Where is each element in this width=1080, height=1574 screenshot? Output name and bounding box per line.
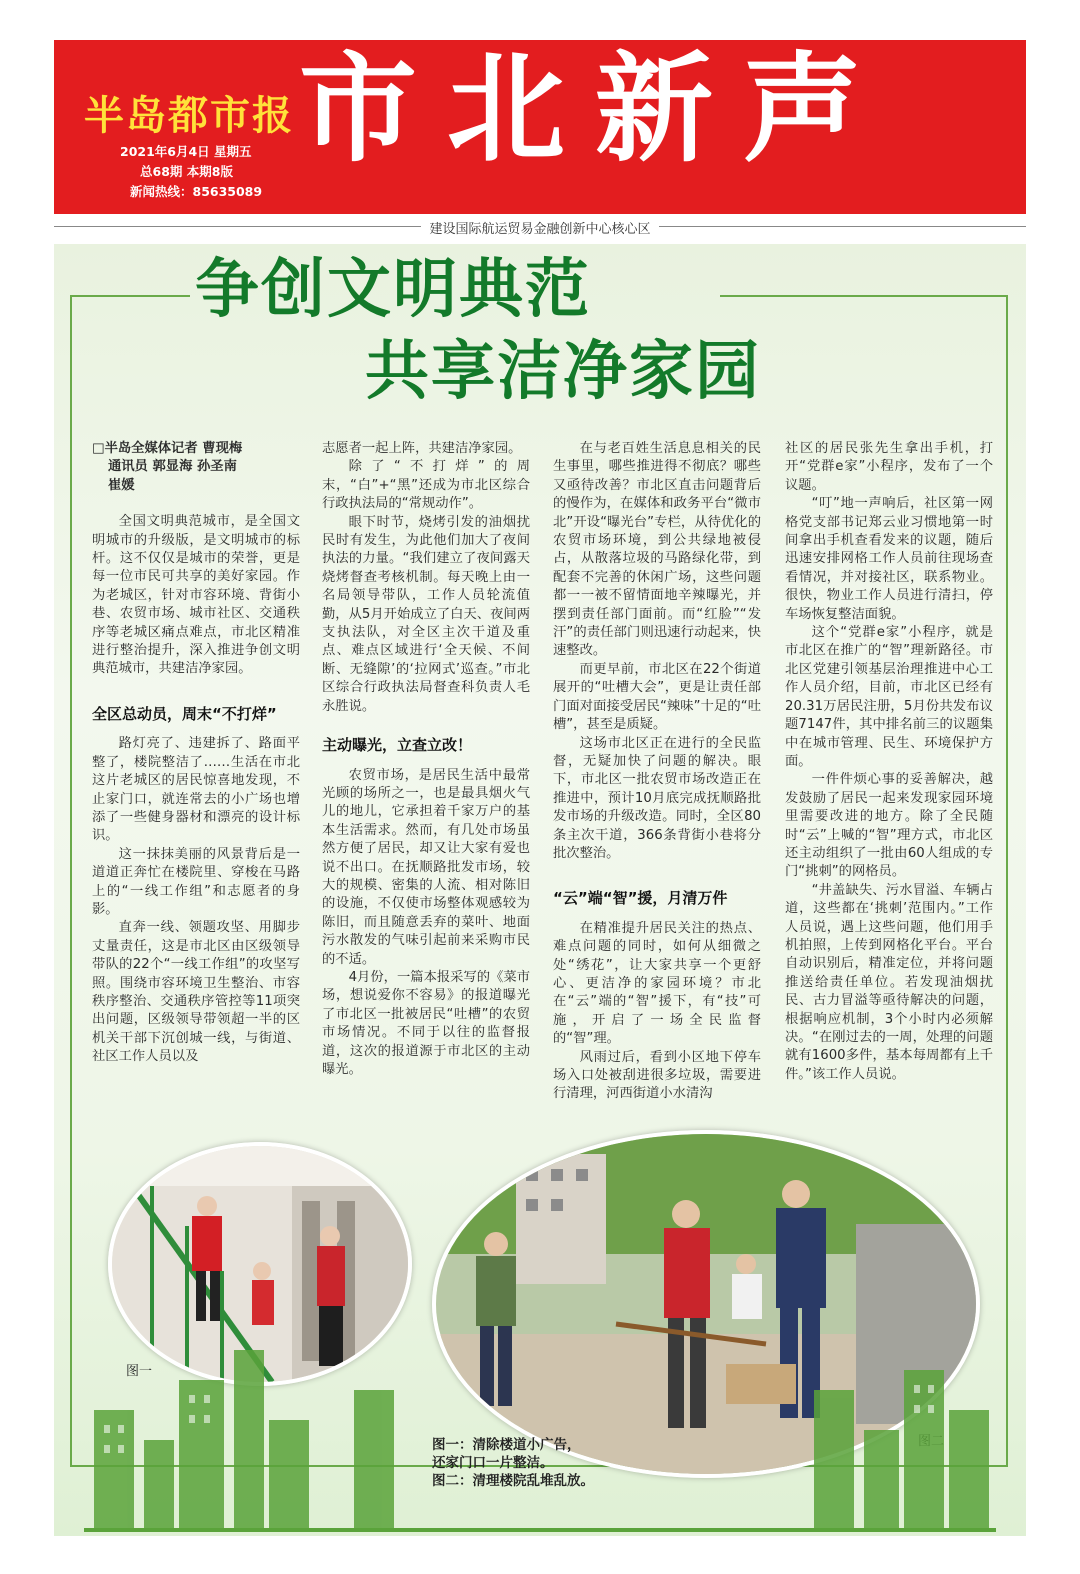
caption-line-2: 还家门口一片整洁。 — [432, 1455, 554, 1471]
paragraph-continued: 志愿者一起上阵，共建洁净家园。 — [322, 441, 522, 456]
paragraph: 直奔一线、领题攻坚、用脚步丈量责任，这是市北区由区级领导带队的22个“一线工作组”的攻坚写照。围绕市容环境卫生整治、市容秩序整治、交通秩序管控等11项突出问题，区级领导带领超一半的区机关干部下沉创城一线，与街道、社区工作人员以及 — [92, 920, 300, 1065]
city-skyline-graphic — [54, 1330, 1026, 1536]
paragraph: 一件件烦心事的妥善解决，越发鼓励了居民一起来发现家园环境里需要改进的地方。除了全民随时“云”上喊的“智”理方式，市北区还主动组织了一批由60人组成的专门“挑刺”的网格员。 — [785, 772, 993, 880]
caption-line-1: 图一：清除楼道小广告， — [432, 1437, 581, 1453]
hotline: 新闻热线：85635089 — [130, 184, 263, 199]
paragraph: 4月份，一篇本报采写的《菜市场，想说爱你不容易》的报道曝光了市北区一批被居民“吐槽”的农贸市场情况。不同于以往的监督报道，这次的报道源于市北区的主动曝光。 — [322, 969, 530, 1077]
article-column-2 — [322, 440, 530, 1079]
frame-top-left — [70, 295, 190, 297]
paragraph: 这场市北区正在进行的全民监督，无疑加快了问题的解决。眼下，市北区一批农贸市场改造正在推进中，预计10月底完成抚顺路批发市场的升级改造。同时，全区80条主次干道，366条背街小巷将分批次整治。 — [553, 735, 761, 861]
slogan-bar — [54, 218, 1026, 236]
paragraph: 这个“党群e家”小程序，就是市北区在推广的“智”理新路径。市北区党建引领基层治理推进中心工作人员介绍，目前，市北区已经有20.31万居民注册，5月份共发布议题7147件，其中排名前三的议题集中在城市管理、民生、环境保护方面。 — [785, 625, 993, 769]
byline-reporter: □半岛全媒体记者 曹现梅 — [92, 441, 243, 456]
paper-name-logo: 半岛都市报 — [84, 92, 294, 139]
paragraph: 除了“不打烊”的周末，“白”+“黑”还成为市北区综合行政执法局的“常规动作”。 — [322, 459, 530, 512]
paragraph: 路灯亮了、违建拆了、路面平整了，楼院整洁了……生活在市北这片老城区的居民惊喜地发现，不止家门口，就连常去的小广场也增添了一些健身器材和漂亮的设计标识。 — [92, 736, 300, 844]
subheading-2: 主动曝光，立查立改！ — [322, 736, 473, 755]
paragraph: 风雨过后，看到小区地下停车场入口处被刮进很多垃圾，需要进行清理，河西街道小水清沟 — [553, 1049, 761, 1102]
article-column-1 — [92, 440, 300, 1067]
subheading-1: 全区总动员，周末“不打烊” — [92, 704, 277, 723]
paragraph: “井盖缺失、污水冒溢、车辆占道，这些都在‘挑刺’范围内。”工作人员说，遇上这些问题，他们用手机拍照，上传到网格化平台。平台自动识别后，精准定位，并将问题推送给责任单位。若发现油烟扰民、古力冒溢等亟待解决的问题，根据响应机制，3个小时内必须解决。“在刚过去的一周，处理的问题就有1600多件，基本每周都有上千件。”该工作人员说。 — [785, 882, 993, 1082]
article-column-3 — [553, 440, 761, 1104]
paragraph-continued: 社区的居民张先生拿出手机，打开“党群e家”小程序，发布了一个议题。 — [785, 441, 993, 493]
section-title: 市北新声 — [299, 40, 892, 178]
masthead — [54, 40, 1026, 214]
paragraph: 这一抹抹美丽的风景背后是一道道正奔忙在楼院里、穿梭在马路上的“一线工作组”和志愿者的身影。 — [92, 846, 300, 917]
paragraph: 而更早前，市北区在22个街道展开的“吐槽大会”，更是让责任部门面对面接受居民“辣味”十足的“吐槽”，甚至是质疑。 — [553, 661, 761, 733]
subheading-3: “云”端“智”援，月清万件 — [553, 889, 728, 908]
caption-line-3: 图二：清理楼院乱堆乱放。 — [432, 1473, 594, 1489]
byline-correspondent: 通讯员 郭显海 孙圣南 — [107, 459, 237, 475]
date-line: 2021年6月4日 星期五 — [120, 144, 252, 159]
paragraph: “叮”地一声响后，社区第一网格党支部书记郑云业习惯地第一时间拿出手机查看发来的议题，随后迅速安排网格工作人员前往现场查看情况，并对接社区，联系物业。很快，物业工作人员进行清扫，停车场恢复整洁面貌。 — [785, 496, 993, 622]
photo-1-label: 图一 — [126, 1364, 153, 1379]
photo-caption — [432, 1436, 594, 1490]
paragraph: 在与老百姓生活息息相关的民生事里，哪些推进得不彻底？哪些又亟待改善？市北区直击问题背后的慢作为，在媒体和政务平台“微市北”开设“曝光台”专栏，从待优化的农贸市场环境，到公共绿地被侵占，从散落垃圾的马路绿化带，到配套不完善的休闲广场，这些问题都一一被不留情面地辛辣曝光，并摆到责任部门面前。而“红脸”“发汗”的责任部门则迅速行动起来，快速整改。 — [553, 441, 761, 659]
headline-line2: 共享洁净家园 — [365, 335, 761, 409]
issue-line: 总68期 本期8版 — [140, 164, 233, 179]
headline-line1: 争创文明典范 — [195, 253, 591, 327]
byline-correspondent-2: 崔媛 — [107, 477, 135, 493]
article-column-4 — [785, 440, 993, 1084]
paragraph: 全国文明典范城市，是全国文明城市的升级版，是文明城市的标杆。这不仅仅是城市的荣誉，更是每一位市民可共享的美好家园。作为老城区，针对市容环境、背街小巷、农贸市场、城市社区、交通秩序等老城区痛点难点，市北区精准进行整治提升，深入推进争创文明典范城市，共建洁净家园。 — [92, 514, 300, 677]
slogan-text: 建设国际航运贸易金融创新中心核心区 — [421, 222, 658, 237]
paragraph: 在精准提升居民关注的热点、难点问题的同时，如何从细微之处“绣花”，让大家共享一个更舒心、更洁净的家园环境？市北在“云”端的“智”援下，有“技”可施，开启了一场全民监督的“智”理。 — [553, 920, 761, 1047]
paragraph: 眼下时节，烧烤引发的油烟扰民时有发生，为此他们加大了夜间执法的力量。“我们建立了夜间露天烧烤督查考核机制。每天晚上由一名局领导带队，工作人员轮流值勤，从5月开始成立了白天、夜间两支执法队，对全区主次干道及重点、难点区域进行‘全天候、不间断、无缝隙’的‘拉网式’巡查。”市北区综合行政执法局督查科负责人毛永胜说。 — [322, 514, 530, 714]
paragraph: 农贸市场，是居民生活中最常光顾的场所之一，也是最具烟火气儿的地儿，它承担着千家万户的基本生活需求。然而，有几处市场虽然方便了居民，却又让大家有爱也说不出口。在抚顺路批发市场，较大的规模、密集的人流、相对陈旧的设施，不仅使市场整体观感较为陈旧，而且随意丢弃的菜叶、地面污水散发的气味引起前来采购市民的不适。 — [322, 767, 530, 967]
frame-top-right — [720, 295, 1006, 297]
